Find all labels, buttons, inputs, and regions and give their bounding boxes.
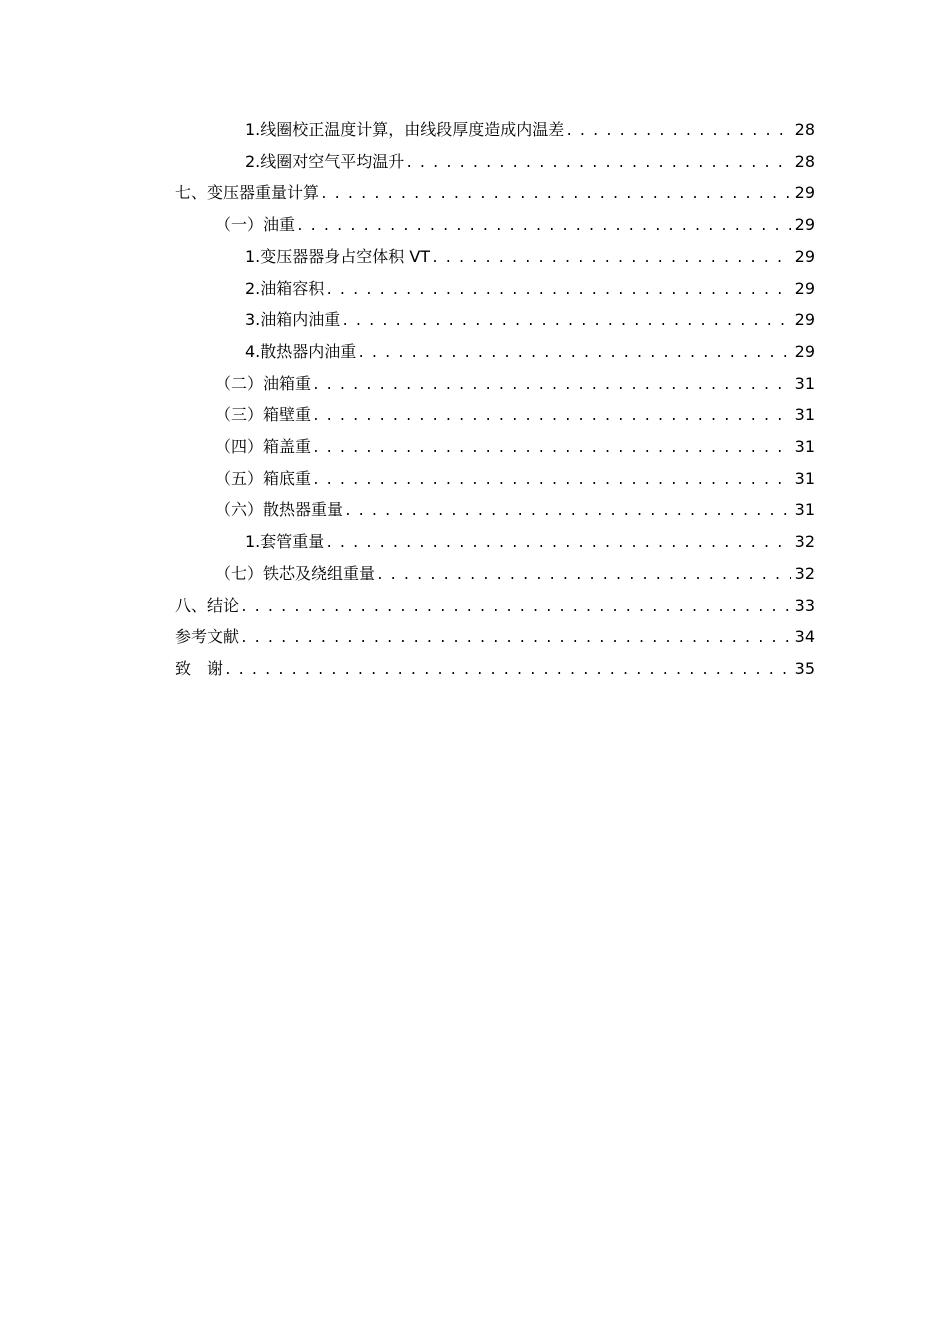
dot-leader bbox=[357, 338, 790, 370]
toc-entry-title: （五）箱底重 bbox=[215, 468, 312, 488]
toc-entry-title: 变压器器身占空体积 VT bbox=[260, 246, 431, 266]
toc-entry-title: 线圈对空气平均温升 bbox=[260, 151, 405, 171]
toc-entry[interactable] bbox=[245, 241, 815, 273]
toc-entry-title: （六）散热器重量 bbox=[215, 500, 344, 520]
toc-entry[interactable] bbox=[215, 368, 815, 400]
toc-entry-title: 油箱内油重 bbox=[260, 310, 341, 330]
toc-entry-page: 29 bbox=[794, 246, 815, 266]
dot-leader bbox=[312, 401, 791, 433]
dot-leader bbox=[341, 306, 790, 338]
toc-entry-title: 线圈校正温度计算，由线段厚度造成内温差 bbox=[260, 120, 565, 139]
toc-entry-page: 28 bbox=[794, 151, 815, 171]
toc-entry-title: （二）油箱重 bbox=[215, 373, 312, 393]
toc-entry-title: 致 谢 bbox=[175, 658, 224, 678]
toc-entry-page: 28 bbox=[794, 120, 815, 139]
dot-leader bbox=[240, 623, 791, 655]
toc-entry[interactable] bbox=[215, 494, 815, 526]
toc-entry[interactable] bbox=[215, 558, 815, 590]
toc-entry-title: 油箱容积 bbox=[260, 278, 325, 298]
toc-entry-page: 29 bbox=[794, 278, 815, 298]
toc-entry-page: 31 bbox=[794, 437, 815, 456]
dot-leader bbox=[376, 560, 791, 592]
dot-leader bbox=[320, 179, 791, 211]
dot-leader bbox=[431, 243, 791, 275]
toc-entry-page: 29 bbox=[794, 183, 815, 203]
toc-entry-page: 31 bbox=[794, 468, 815, 488]
toc-entry[interactable] bbox=[215, 463, 815, 495]
toc-entry-title: （四）箱盖重 bbox=[215, 437, 312, 456]
dot-leader bbox=[405, 148, 790, 180]
toc-entry[interactable] bbox=[175, 653, 815, 685]
toc-entry-title: 参考文献 bbox=[175, 627, 240, 647]
toc-entry-title: 套管重量 bbox=[260, 532, 325, 552]
dot-leader bbox=[344, 496, 791, 528]
toc-entry[interactable] bbox=[215, 209, 815, 241]
toc-entry[interactable] bbox=[215, 399, 815, 431]
toc-entry-number: 1. bbox=[245, 532, 261, 552]
toc-entry-page: 32 bbox=[794, 532, 815, 552]
toc-entry-page: 31 bbox=[794, 500, 815, 520]
toc-entry-page: 34 bbox=[794, 627, 815, 647]
toc-entry-page: 35 bbox=[794, 658, 815, 678]
toc-entry-page: 29 bbox=[794, 215, 815, 235]
toc-entry[interactable] bbox=[245, 526, 815, 558]
toc-entry-page: 31 bbox=[794, 373, 815, 393]
dot-leader bbox=[325, 275, 790, 307]
toc-entry-number: 1. bbox=[245, 120, 261, 139]
toc-entry-number: 2. bbox=[245, 151, 261, 171]
toc-entry-page: 31 bbox=[794, 405, 815, 425]
dot-leader bbox=[325, 528, 790, 560]
toc-entry[interactable] bbox=[245, 336, 815, 368]
toc-entry[interactable] bbox=[245, 273, 815, 305]
dot-leader bbox=[312, 465, 791, 497]
dot-leader bbox=[312, 433, 791, 465]
dot-leader bbox=[312, 370, 791, 402]
toc-entry-page: 29 bbox=[794, 310, 815, 330]
toc-entry-page: 29 bbox=[794, 341, 815, 361]
toc-entry-number: 2. bbox=[245, 278, 261, 298]
toc-entry[interactable] bbox=[245, 146, 815, 178]
toc-entry-title: 七、变压器重量计算 bbox=[175, 183, 320, 203]
dot-leader bbox=[240, 592, 791, 624]
toc-entry-title: （七）铁芯及绕组重量 bbox=[215, 563, 376, 583]
toc-entry[interactable] bbox=[215, 431, 815, 463]
toc-entry[interactable] bbox=[175, 590, 815, 622]
dot-leader bbox=[565, 116, 790, 148]
toc-entry-page: 32 bbox=[794, 563, 815, 583]
toc-entry[interactable] bbox=[175, 621, 815, 653]
dot-leader bbox=[296, 211, 791, 243]
toc-entry[interactable] bbox=[175, 177, 815, 209]
toc-entry-number: 4. bbox=[245, 341, 261, 361]
toc-entry-page: 33 bbox=[794, 595, 815, 615]
toc-entry[interactable] bbox=[245, 304, 815, 336]
toc-entry-title: （一）油重 bbox=[215, 215, 296, 235]
toc-entry-title: 散热器内油重 bbox=[260, 341, 357, 361]
toc-entry-number: 3. bbox=[245, 310, 261, 330]
dot-leader bbox=[224, 655, 791, 687]
toc-entry-title: 八、结论 bbox=[175, 595, 240, 615]
toc-entry[interactable] bbox=[245, 114, 815, 146]
toc-entry-number: 1. bbox=[245, 246, 261, 266]
toc-entry-title: （三）箱壁重 bbox=[215, 405, 312, 425]
